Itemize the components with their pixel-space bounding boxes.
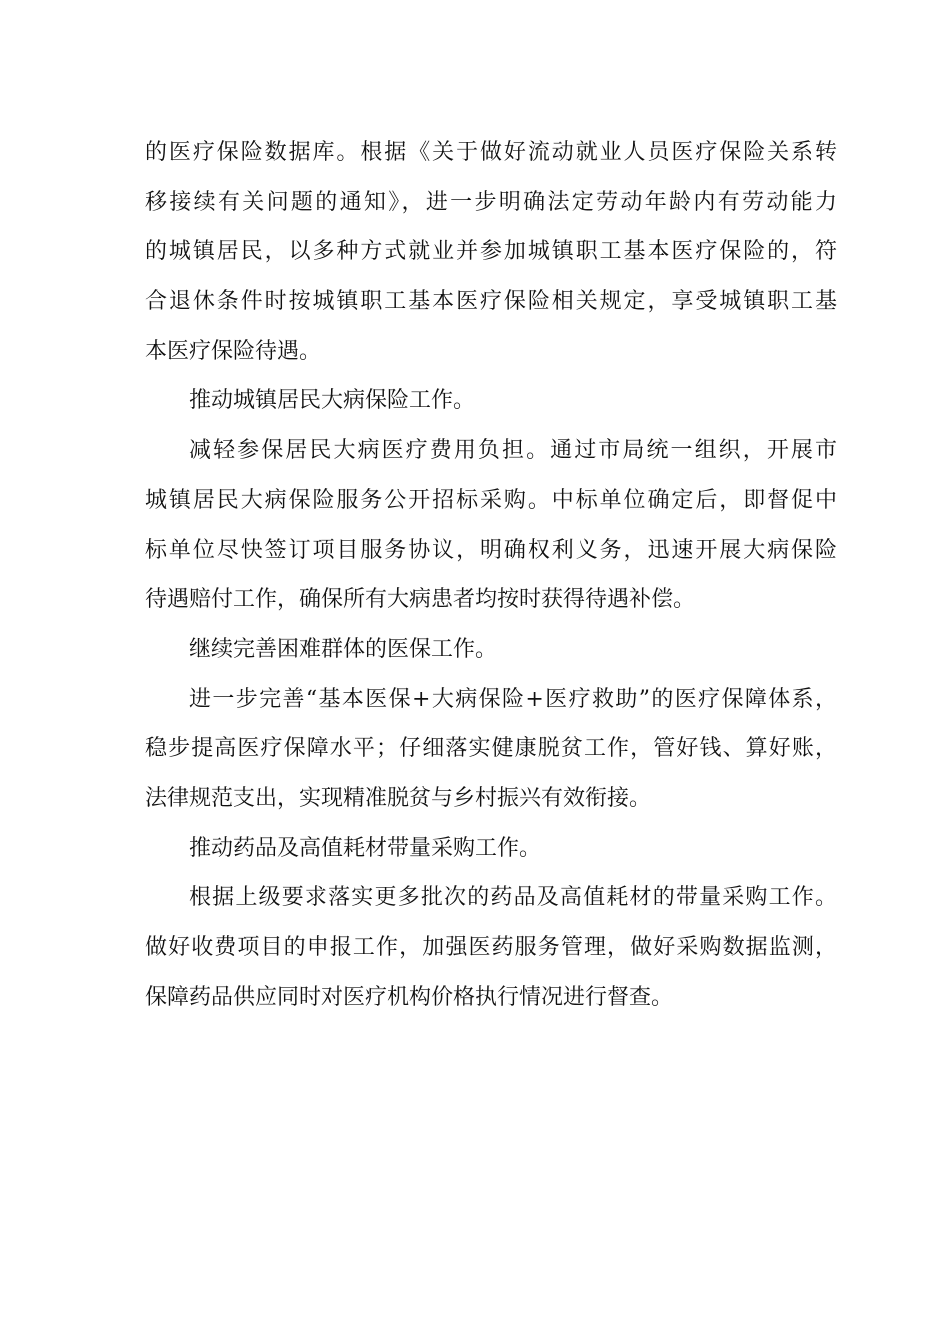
text-line: 减轻参保居民大病医疗费用负担。通过市局统一组织，开展市: [189, 438, 837, 464]
text-line: 标单位尽快签订项目服务协议，明确权利义务，迅速开展大病保险: [145, 537, 837, 563]
text-line: 待遇赔付工作，确保所有大病患者均按时获得待遇补偿。: [145, 587, 696, 613]
text-line: 的医疗保险数据库。根据《关于做好流动就业人员医疗保险关系转: [145, 140, 837, 165]
text-line: 做好收费项目的申报工作，加强医药服务管理，做好采购数据监测，: [145, 935, 837, 960]
text-line: 移接续有关问题的通知》，进一步明确法定劳动年龄内有劳动能力: [145, 189, 837, 215]
text-line: 继续完善困难群体的医保工作。: [189, 636, 498, 662]
text-line: 保障药品供应同时对医疗机构价格执行情况进行督查。: [145, 984, 674, 1010]
text-line: 稳步提高医疗保障水平；仔细落实健康脱贫工作，管好钱、算好账，: [145, 736, 837, 762]
text-line: 法律规范支出，实现精准脱贫与乡村振兴有效衔接。: [145, 785, 652, 811]
document-body: [145, 128, 837, 1022]
text-line: 推动药品及高值耗材带量采购工作。: [189, 835, 542, 861]
text-line: 本医疗保险待遇。: [145, 338, 322, 364]
text-line: 城镇居民大病保险服务公开招标采购。中标单位确定后，即督促中: [145, 487, 837, 513]
text-line: 进一步完善“基本医保+大病保险+医疗救助”的医疗保障体系，: [189, 686, 837, 712]
text-line: 推动城镇居民大病保险工作。: [189, 388, 476, 414]
text-line: 根据上级要求落实更多批次的药品及高值耗材的带量采购工作。: [189, 885, 837, 911]
text-line: 合退休条件时按城镇职工基本医疗保险相关规定，享受城镇职工基: [145, 289, 837, 315]
text-line: 的城镇居民，以多种方式就业并参加城镇职工基本医疗保险的，符: [145, 239, 837, 265]
